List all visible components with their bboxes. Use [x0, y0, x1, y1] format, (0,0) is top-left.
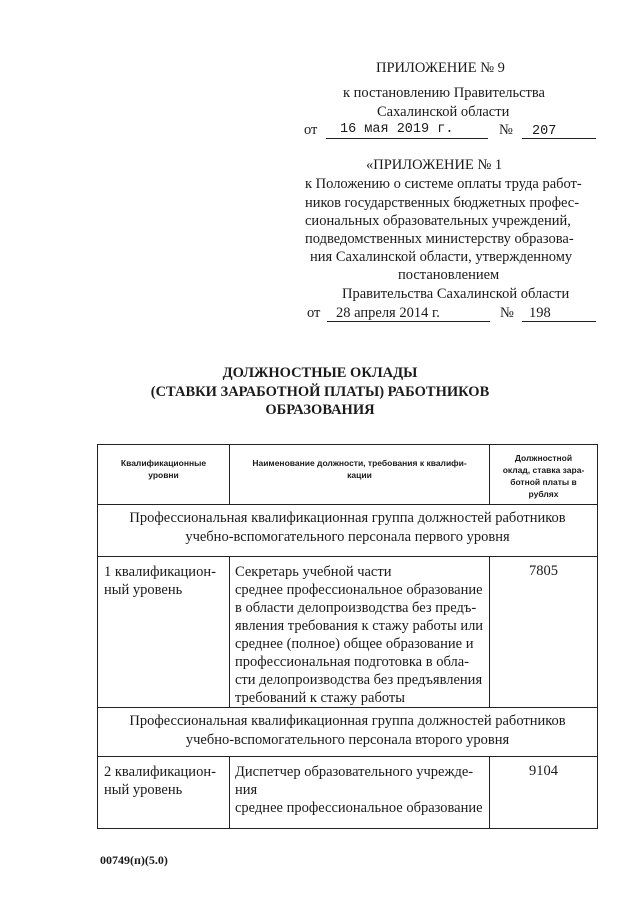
table-group-row	[98, 505, 598, 557]
row-1-description: Секретарь учебной части среднее профессиональное образование в области делопроизводства без предъ- явления требования к стажу работы или среднее (полное) общее образование и профессиональная подготовка в обла- сти делопроизводства без предъявления требований к стажу работы	[230, 557, 490, 708]
header-salary: Должностной оклад, ставка зара- ботной платы в рублях	[490, 445, 598, 505]
appendix-ref-line-1: к Положению о системе оплаты труда работ-	[305, 176, 582, 192]
date-underline	[326, 138, 488, 139]
group-2-title: Профессиональная квалификационная группа должностей работников учебно-вспомогательного персонала второго уровня	[98, 708, 598, 757]
salary-table	[97, 444, 598, 829]
row-1-salary: 7805	[490, 557, 598, 708]
table-header-row	[98, 445, 598, 505]
original-date: 28 апреля 2014 г.	[336, 305, 440, 321]
original-number: 198	[529, 305, 551, 321]
resolution-number: 207	[532, 124, 557, 139]
number-label: №	[499, 122, 513, 138]
appendix-ref-line-7: Правительства Сахалинской области	[342, 286, 570, 302]
appendix-title: ПРИЛОЖЕНИЕ № 9	[376, 60, 505, 76]
table-group-row	[98, 708, 598, 757]
appendix-ref-line-4: подведомственных министерству образова-	[305, 231, 574, 247]
original-number-label: №	[500, 305, 514, 321]
row-2-salary: 9104	[490, 757, 598, 829]
row-2-level: 2 квалификацион- ный уровень	[98, 757, 230, 829]
row-2-description: Диспетчер образовательного учрежде- ния среднее профессиональное образование	[230, 757, 490, 829]
footer-code: 00749(п)(5.0)	[100, 853, 168, 867]
document-title-line-2: (СТАВКИ ЗАРАБОТНОЙ ПЛАТЫ) РАБОТНИКОВ	[150, 384, 490, 400]
header-qualification-levels: Квалификационные уровни	[98, 445, 230, 505]
resolution-line-2: Сахалинской области	[377, 104, 510, 120]
appendix-ref-line-6: постановлением	[398, 267, 500, 283]
appendix-ref-line-2: ников государственных бюджетных профес-	[305, 195, 580, 211]
header-position-requirements: Наименование должности, требования к квалифи- кации	[230, 445, 490, 505]
appendix-ref-line-5: ния Сахалинской области, утвержденному	[310, 249, 573, 265]
row-1-level: 1 квалификацион- ный уровень	[98, 557, 230, 708]
date-from-label: от	[304, 122, 318, 138]
resolution-line-1: к постановлению Правительства	[343, 85, 545, 101]
document-title-line-3: ОБРАЗОВАНИЯ	[265, 402, 375, 418]
document-title-line-1: ДОЛЖНОСТНЫЕ ОКЛАДЫ	[222, 365, 418, 381]
table-row	[98, 757, 598, 829]
original-appendix-title: «ПРИЛОЖЕНИЕ № 1	[366, 157, 503, 173]
group-1-title: Профессиональная квалификационная группа должностей работников учебно-вспомогательного персонала первого уровня	[98, 505, 598, 557]
appendix-ref-line-3: сиональных образовательных учреждений,	[305, 213, 571, 229]
table-row	[98, 557, 598, 708]
original-date-from-label: от	[307, 305, 321, 321]
resolution-date: 16 мая 2019 г.	[340, 122, 454, 137]
